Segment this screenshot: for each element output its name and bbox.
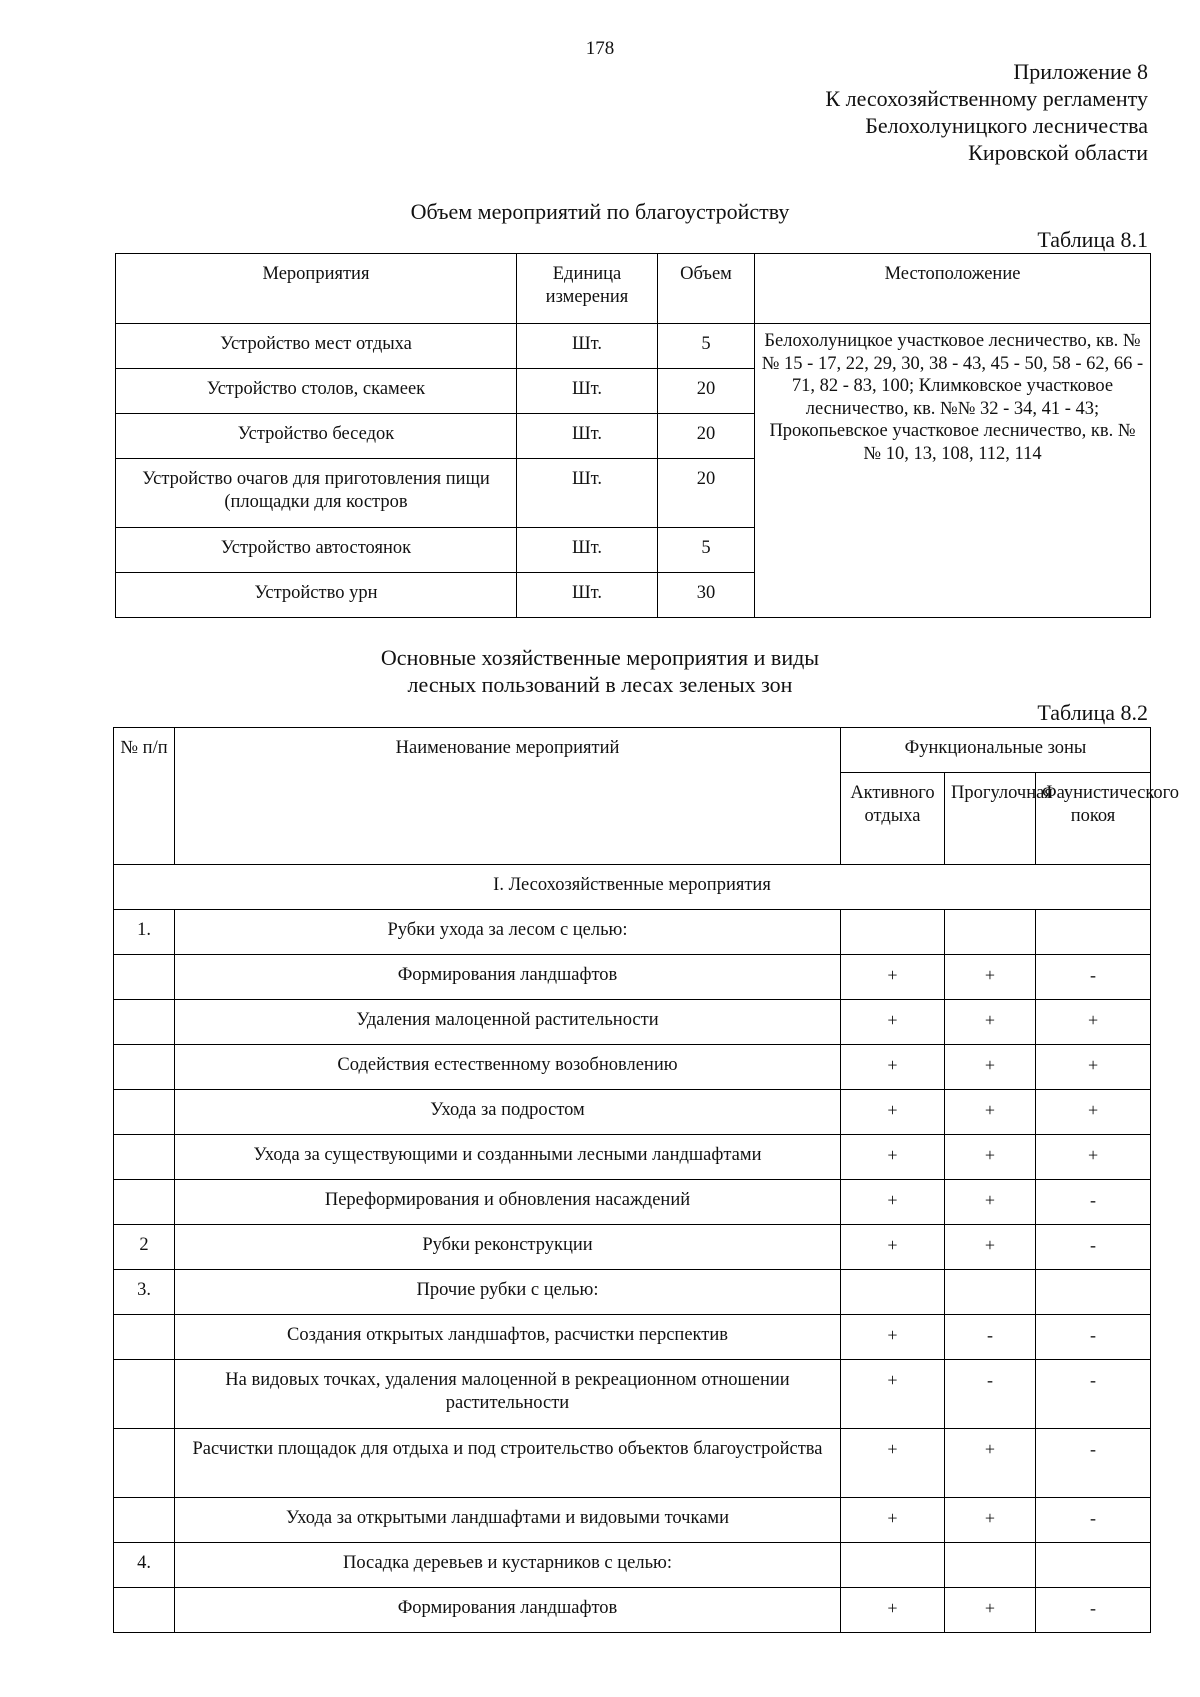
volume-cell: 5 [658, 324, 755, 369]
zone3-cell [1036, 1543, 1151, 1588]
zone3-cell: - [1036, 1588, 1151, 1633]
zone2-cell: + [945, 1180, 1036, 1225]
table2-title-line2: лесных пользований в лесах зеленых зон [407, 672, 793, 697]
table-row [114, 1225, 1151, 1270]
appendix-header [825, 58, 1148, 166]
header-unit: Единица измерения [517, 254, 658, 324]
activity-cell: Устройство очагов для приготовления пищи (площадки для костров [116, 459, 517, 528]
table-row [114, 1000, 1151, 1045]
table1-label: Таблица 8.1 [1037, 227, 1148, 252]
table-row [114, 1588, 1151, 1633]
appendix-line: К лесохозяйственному регламенту [825, 86, 1148, 111]
zone3-cell: - [1036, 1429, 1151, 1498]
zone2-cell: + [945, 1090, 1036, 1135]
activity-cell: Устройство автостоянок [116, 528, 517, 573]
header-zone-active: Активного отдыха [841, 773, 945, 865]
volume-cell: 5 [658, 528, 755, 573]
name-cell: Рубки реконструкции [175, 1225, 841, 1270]
zone3-cell: + [1036, 1135, 1151, 1180]
num-cell [114, 955, 175, 1000]
zone1-cell: + [841, 1315, 945, 1360]
table-row [114, 1543, 1151, 1588]
num-cell: 1. [114, 910, 175, 955]
name-cell: Прочие рубки с целью: [175, 1270, 841, 1315]
page-number: 178 [585, 38, 615, 59]
table-row [114, 1180, 1151, 1225]
name-cell: Рубки ухода за лесом с целью: [175, 910, 841, 955]
location-cell: Белохолуницкое участковое лесничество, кв. №№ 15 - 17, 22, 29, 30, 38 - 43, 45 - 50, 58 - 62, 66 - 71, 82 - 83, 100; Климковское участковое лесничество, кв. №№ 32 - 34, 41 - 43; Прокопьевское участковое лесничество, кв. №№ 10, 13, 108, 112, 114 [755, 324, 1151, 618]
zone2-cell: - [945, 1360, 1036, 1429]
zone1-cell: + [841, 1360, 945, 1429]
table1-title: Объем мероприятий по благоустройству [410, 199, 790, 224]
num-cell [114, 1180, 175, 1225]
zone3-cell: - [1036, 1315, 1151, 1360]
zone3-cell: + [1036, 1000, 1151, 1045]
unit-cell: Шт. [517, 369, 658, 414]
section-row [114, 865, 1151, 910]
zone2-cell: + [945, 1000, 1036, 1045]
zone2-cell: + [945, 1045, 1036, 1090]
volume-cell: 30 [658, 573, 755, 618]
appendix-line: Белохолуницкого лесничества [865, 113, 1148, 138]
zone3-cell [1036, 910, 1151, 955]
num-cell [114, 1000, 175, 1045]
zone1-cell: + [841, 1588, 945, 1633]
name-cell: Посадка деревьев и кустарников с целью: [175, 1543, 841, 1588]
header-location: Местоположение [755, 254, 1151, 324]
unit-cell: Шт. [517, 573, 658, 618]
header-zone-faunal: Фаунистического покоя [1036, 773, 1151, 865]
zone1-cell: + [841, 1498, 945, 1543]
zone2-cell [945, 1270, 1036, 1315]
name-cell: Удаления малоценной растительности [175, 1000, 841, 1045]
header-zones: Функциональные зоны [841, 728, 1151, 773]
table-row [114, 910, 1151, 955]
zone1-cell: + [841, 1135, 945, 1180]
num-cell: 2 [114, 1225, 175, 1270]
zone1-cell: + [841, 1180, 945, 1225]
header-num: № п/п [114, 728, 175, 865]
table-row [114, 1315, 1151, 1360]
zone1-cell: + [841, 1045, 945, 1090]
table-row [114, 1360, 1151, 1429]
table-row [114, 1498, 1151, 1543]
zone1-cell: + [841, 955, 945, 1000]
zone3-cell: + [1036, 1045, 1151, 1090]
zone3-cell: + [1036, 1090, 1151, 1135]
zone3-cell: - [1036, 1498, 1151, 1543]
table-8-2 [113, 727, 1179, 1633]
num-cell [114, 1090, 175, 1135]
zone1-cell [841, 910, 945, 955]
zone3-cell: - [1036, 955, 1151, 1000]
name-cell: На видовых точках, удаления малоценной в рекреационном отношении растительности [175, 1360, 841, 1429]
zone2-cell: + [945, 1498, 1036, 1543]
section-title: I. Лесохозяйственные мероприятия [114, 865, 1151, 910]
header-zone-walking: Прогулочная [945, 773, 1036, 865]
zone1-cell [841, 1270, 945, 1315]
table-row [114, 955, 1151, 1000]
table-row [114, 1429, 1151, 1498]
zone1-cell [841, 1543, 945, 1588]
zone2-cell: - [945, 1315, 1036, 1360]
volume-cell: 20 [658, 414, 755, 459]
header-volume: Объем [658, 254, 755, 324]
table-header-row [116, 254, 1151, 324]
name-cell: Ухода за существующими и созданными лесными ландшафтами [175, 1135, 841, 1180]
table-row [114, 1045, 1151, 1090]
num-cell [114, 1135, 175, 1180]
num-cell: 4. [114, 1543, 175, 1588]
activity-cell: Устройство столов, скамеек [116, 369, 517, 414]
table2-label: Таблица 8.2 [1037, 700, 1148, 725]
volume-cell: 20 [658, 459, 755, 528]
zone1-cell: + [841, 1225, 945, 1270]
name-cell: Ухода за подростом [175, 1090, 841, 1135]
num-cell [114, 1588, 175, 1633]
appendix-line: Приложение 8 [1013, 59, 1148, 84]
table-row [116, 324, 1151, 369]
table-header-row [114, 728, 1151, 773]
unit-cell: Шт. [517, 459, 658, 528]
zone2-cell [945, 910, 1036, 955]
num-cell [114, 1429, 175, 1498]
unit-cell: Шт. [517, 528, 658, 573]
table-row [114, 1270, 1151, 1315]
num-cell [114, 1045, 175, 1090]
table-8-1 [115, 253, 1151, 618]
zone3-cell: - [1036, 1180, 1151, 1225]
zone2-cell: + [945, 1135, 1036, 1180]
name-cell: Создания открытых ландшафтов, расчистки перспектив [175, 1315, 841, 1360]
header-activity: Мероприятия [116, 254, 517, 324]
name-cell: Формирования ландшафтов [175, 1588, 841, 1633]
zone2-cell: + [945, 1429, 1036, 1498]
table-row [114, 1135, 1151, 1180]
num-cell [114, 1360, 175, 1429]
num-cell [114, 1315, 175, 1360]
name-cell: Переформирования и обновления насаждений [175, 1180, 841, 1225]
zone3-cell: - [1036, 1225, 1151, 1270]
name-cell: Содействия естественному возобновлению [175, 1045, 841, 1090]
zone2-cell: + [945, 955, 1036, 1000]
num-cell: 3. [114, 1270, 175, 1315]
name-cell: Расчистки площадок для отдыха и под строительство объектов благоустройства [175, 1429, 841, 1498]
zone2-cell [945, 1543, 1036, 1588]
name-cell: Ухода за открытыми ландшафтами и видовыми точками [175, 1498, 841, 1543]
zone2-cell: + [945, 1588, 1036, 1633]
activity-cell: Устройство мест отдыха [116, 324, 517, 369]
header-name: Наименование мероприятий [175, 728, 841, 865]
zone3-cell [1036, 1270, 1151, 1315]
unit-cell: Шт. [517, 414, 658, 459]
zone1-cell: + [841, 1429, 945, 1498]
table2-title-line1: Основные хозяйственные мероприятия и виды [380, 645, 820, 670]
volume-cell: 20 [658, 369, 755, 414]
zone1-cell: + [841, 1090, 945, 1135]
zone1-cell: + [841, 1000, 945, 1045]
table-row [114, 1090, 1151, 1135]
name-cell: Формирования ландшафтов [175, 955, 841, 1000]
activity-cell: Устройство урн [116, 573, 517, 618]
activity-cell: Устройство беседок [116, 414, 517, 459]
num-cell [114, 1498, 175, 1543]
zone2-cell: + [945, 1225, 1036, 1270]
appendix-line: Кировской области [968, 140, 1148, 165]
zone3-cell: - [1036, 1360, 1151, 1429]
unit-cell: Шт. [517, 324, 658, 369]
